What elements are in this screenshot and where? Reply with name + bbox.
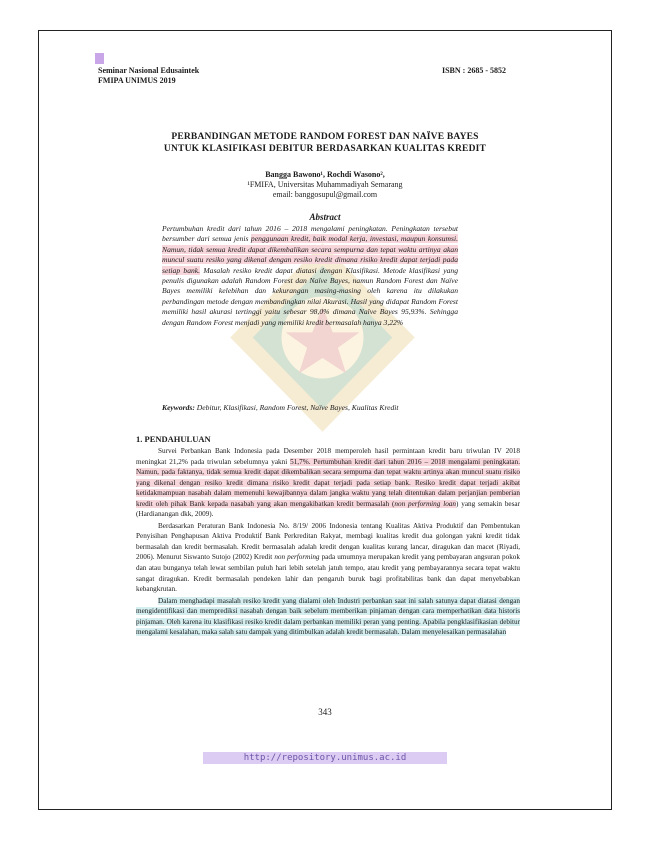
abstract-text-part-1: Pertumbuhan kredit dari tahun 2016 – 2018 mengalami peningkatan. Peningkatan tersebut bersumber dari semua jenis xyxy=(162,224,458,244)
abstract-text-part-3: Masalah resiko kredit dapat diatasi dengan Klasifikasi. Metode klasifikasi yang penulis digunakan adalah Random Forest dan Naïve Bayes, namun Random Forest dan Naïve Bayes memiliki kelebihan dan kekurangan masing-masing oleh karena itu dilakukan perbandingan metode dengan membandingkan nilai Akurasi. Hasil yang didapat Random Forest memiliki hasil akurasi tertinggi yaitu sebesar 98,0% dimana Naïve Bayes 95,93%. Sehingga dengan Random Forest menjadi yang memiliki kredit bermasalah hanya 3,22% xyxy=(162,265,458,327)
conference-faculty: FMIPA UNIMUS 2019 xyxy=(98,76,176,85)
paragraph-2-italic: non performing xyxy=(274,553,320,562)
paragraph-2-text-a: Berdasarkan Peraturan Bank Indonesia No. 8/19/ 2006 Indonesia tentang Kualitas Aktiva Produktif dan Pembentukan Penyisihan Penghapusan Aktiva Produktif Bank Perkreditan Rakyat, membagi kualitas kredit dua golongan yakni kredit tidak bermasalah dan kredit bermasalah. Kredit bermasalah adalah kredit dengan kualitas kurang lancar, diragukan dan macet (Riyadi, 2006). Menurut Siswanto Sutojo (2002) Kredit xyxy=(136,521,520,562)
isbn-label: ISBN : 2685 - 5852 xyxy=(441,66,506,75)
highlight-marker xyxy=(95,53,104,64)
section-heading: 1. PENDAHULUAN xyxy=(136,434,211,444)
paragraph-1 xyxy=(136,446,520,520)
page-number: 343 xyxy=(318,707,332,717)
paragraph-2 xyxy=(136,521,520,595)
author-affiliation: ¹FMIFA, Universitas Muhammadiyah Semarang xyxy=(247,180,403,189)
author-names: Bangga Bawono¹, Rochdi Wasono², xyxy=(265,170,385,179)
abstract-highlight: penggunaan kredit, baik modal kerja, investasi, maupun konsumsi. Namun, tidak semua kredit dapat dikembalikan secara sempurna dan tepat waktu artinya akan muncul suatu resiko yang dikenal dengan resiko kredit dimana risiko kredit dapat terjadi pada setiap bank. xyxy=(162,234,459,275)
conference-name: Seminar Nasional Edusaintek xyxy=(98,66,200,75)
paragraph-1-text-b: ) yang semakin besar (Hardianangan dkk, 2009). xyxy=(136,499,520,519)
authors-block xyxy=(160,170,490,200)
abstract-text xyxy=(162,224,458,328)
paragraph-1-highlight-figure: 51,7% xyxy=(290,457,309,466)
repository-url-link[interactable]: http://repository.unimus.ac.id xyxy=(203,752,447,764)
paragraph-2-text-b: pada umumnya merupakan kredit yang pembayaran angsuran pokok dan atau bunganya telah lewat sembilan puluh hari lebih setelah jatuh tempo, atau kredit yang pembayarannya secara tepat waktu sangat diragukan. Kredit bermasalah pendeken lahir dan pengaruh buruk bagi profitabilitas bank dan dapat menyebabkan kebangkrutan. xyxy=(136,553,520,594)
title-line-1: PERBANDINGAN METODE RANDOM FOREST DAN NAÏVE BAYES xyxy=(171,132,479,142)
paper-title xyxy=(120,131,530,155)
section-body xyxy=(136,446,520,639)
keywords-label: Keywords: xyxy=(162,403,195,412)
title-line-2: UNTUK KLASIFIKASI DEBITUR BERDASARKAN KUALITAS KREDIT xyxy=(163,144,487,154)
conference-header xyxy=(98,66,199,86)
paragraph-3-highlight: Dalam menghadapi masalah resiko kredit yang dialami oleh Industri perbankan saat ini salah satunya dapat diatasi dengan mengidentifikasi dan memprediksi nasabah dengan baik sebelum memberikan pinjaman dengan cara memperhatikan data historis pinjaman. Oleh karena itu klasifikasi resiko kredit dalam perbankan memiliki peran yang penting. Apabila pengklasifikasian debitur mengalami kesalahan, maka salah satu dampak yang ditimbulkan adalah kredit bermasalah. Dalam menyelesaikan permasalahan xyxy=(136,596,520,637)
paragraph-1-italic: non performing loan xyxy=(394,499,456,508)
abstract-heading: Abstract xyxy=(309,212,341,222)
keywords-text: Debitur, Klasifikasi, Random Forest, Naïve Bayes, Kualitas Kredit xyxy=(194,403,399,412)
paragraph-1-text-a: Survei Perbankan Bank Indonesia pada Desember 2018 memperoleh hasil permintaan kredit baru triwulan IV 2018 meningkat 21,2% pada triwulan sebelumnya yakni xyxy=(136,447,520,466)
author-email: email: banggosupul@gmail.com xyxy=(272,190,378,199)
paragraph-3 xyxy=(136,596,520,638)
keywords xyxy=(162,403,458,413)
paragraph-1-highlight: . Pertumbuhan kredit dari tahun 2016 – 2018 mengalami peningkatan. Namun, pada faktanya, tidak semua kredit dapat dikembalikan secara sempurna dan tepat waktu artinya akan muncul suatu risiko yang dikenal dengan resiko kredit dimana risiko kredit dapat terjadi pada setiap bank. Resiko kredit dapat terjadi akibat ketidakmampuan nasabah dalam memenuhi kewajibannya dalam jangka waktu yang telah ditentukan dalam perjanjian pemberian kredit oleh pihak Bank kepada nasabah yang akan mengakibatkan kredit bermasalah ( xyxy=(136,457,520,508)
